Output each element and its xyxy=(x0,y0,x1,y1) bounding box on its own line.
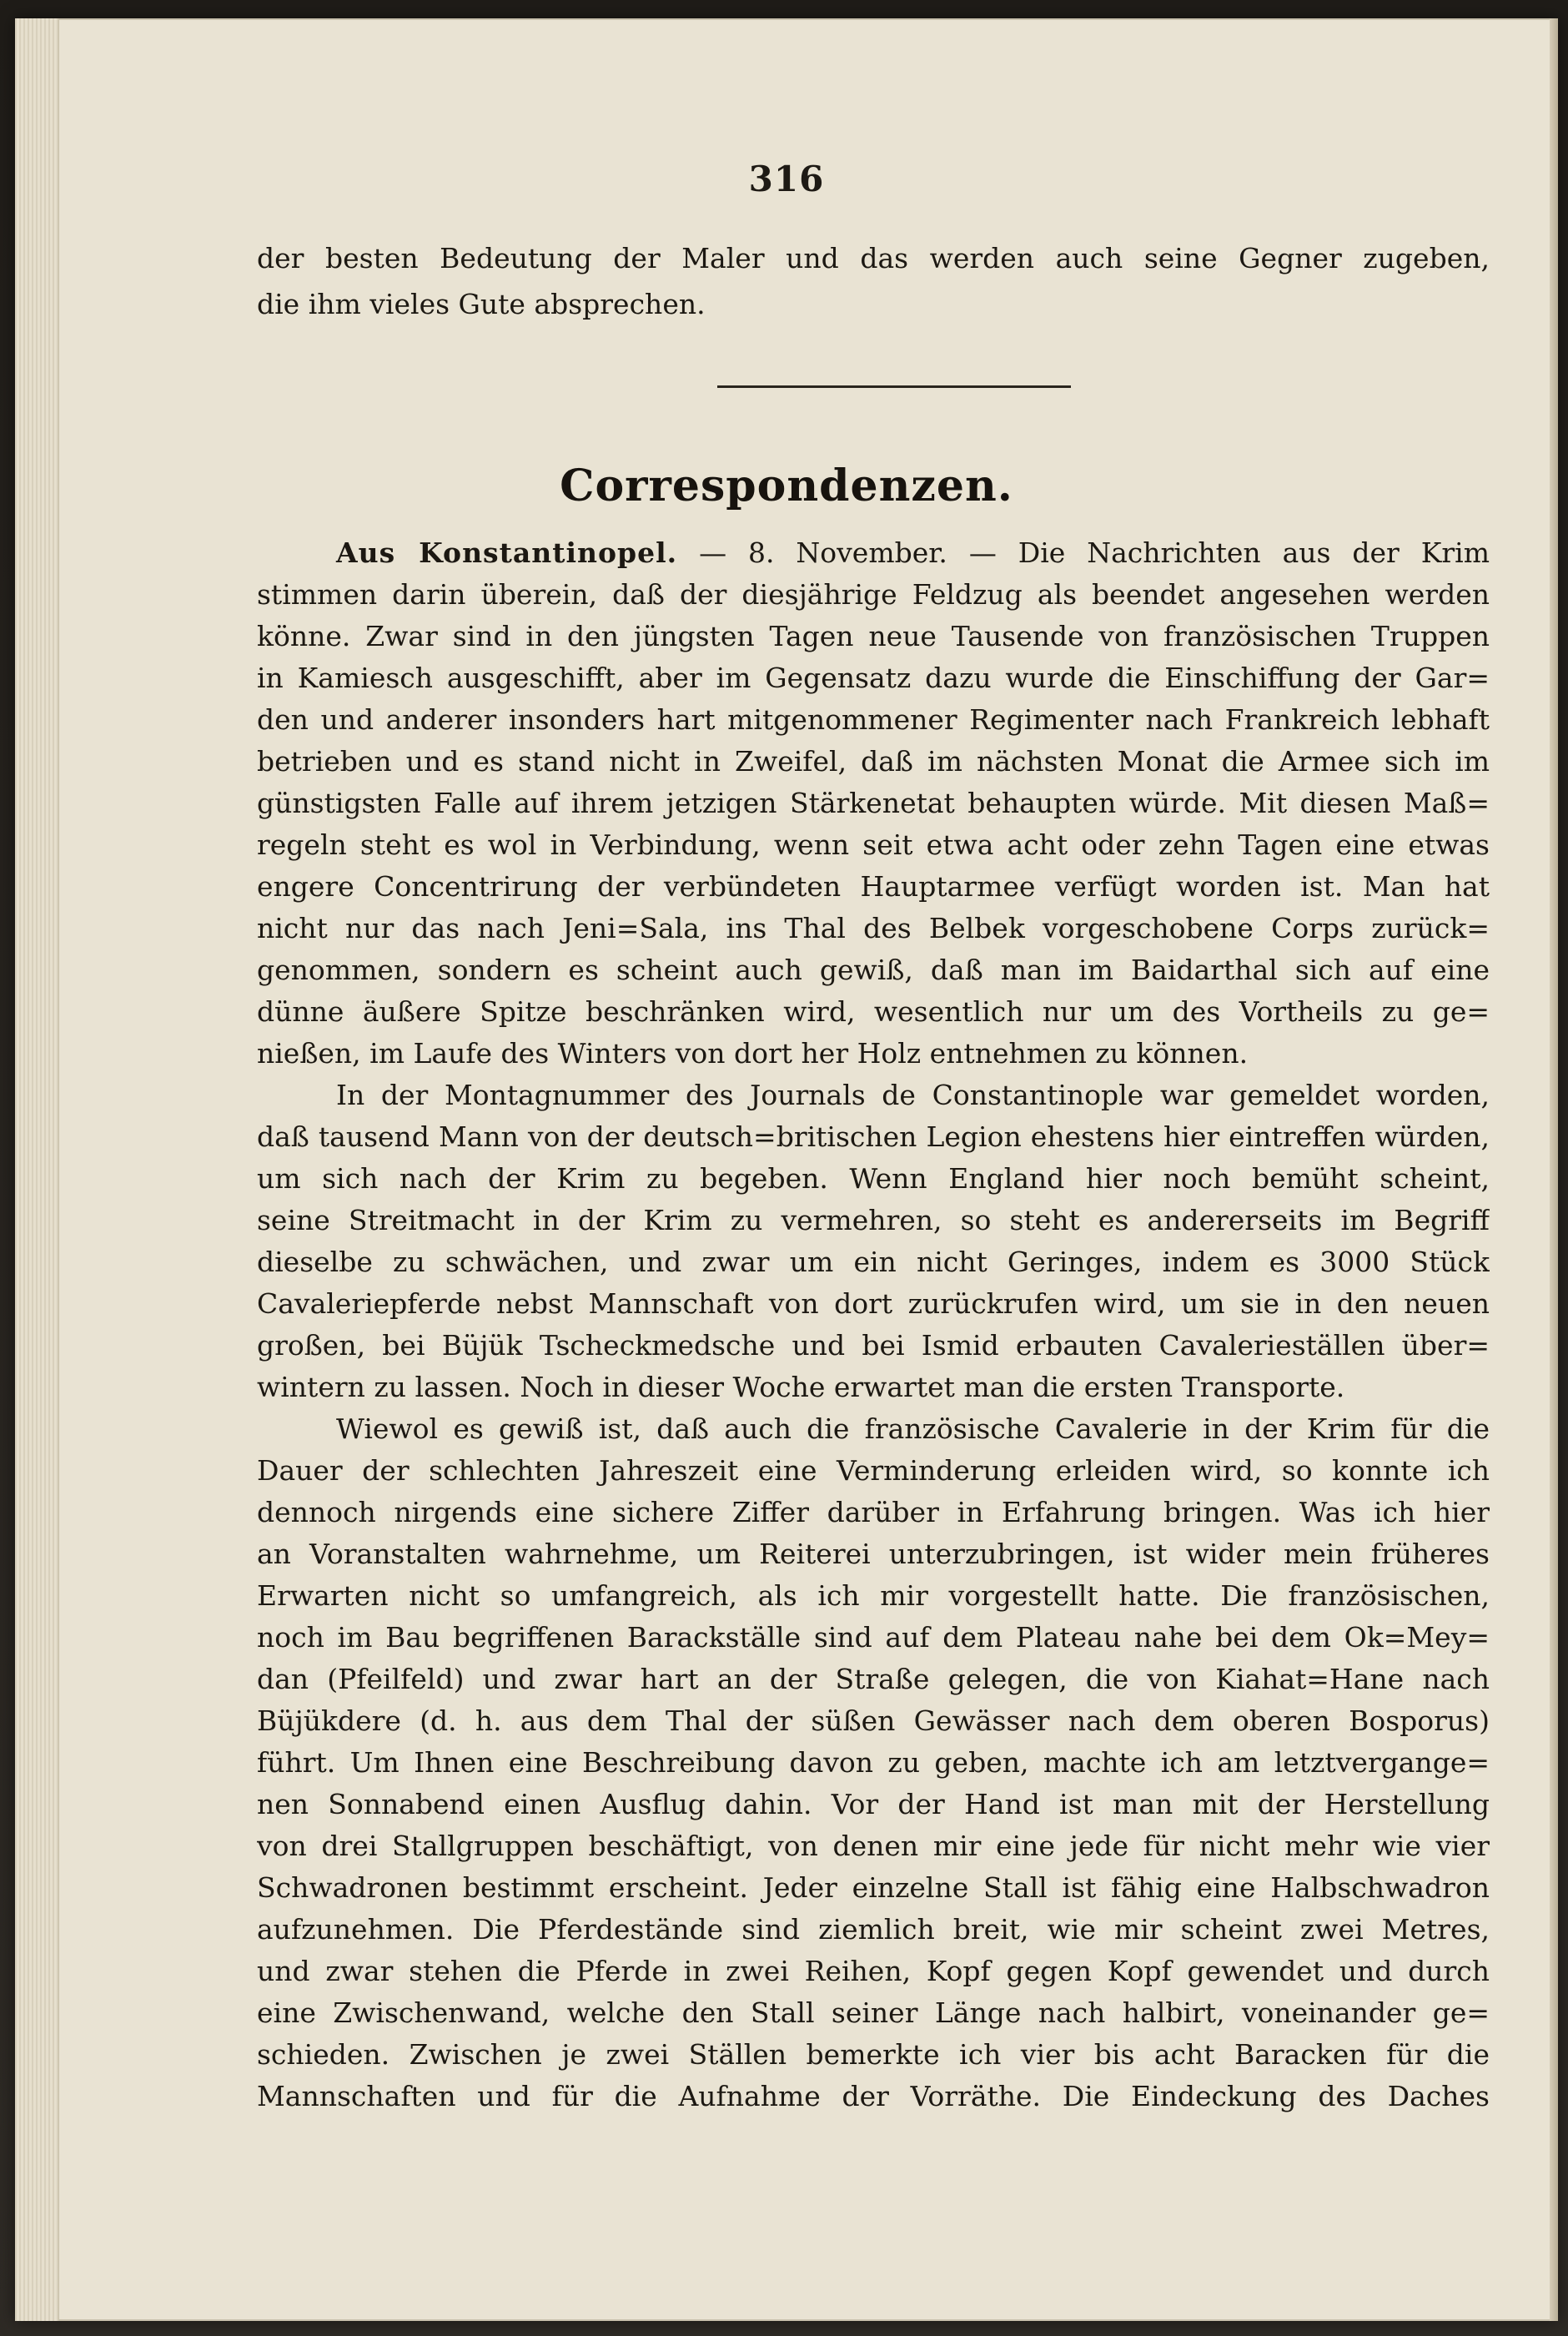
page-number: 316 xyxy=(748,159,825,199)
text-line: großen, bei Büjük Tscheckmedsche und bei Ismid erbauten Cavalerieställen über= xyxy=(257,1329,1490,1362)
text-line: dennoch nirgends eine sichere Ziffer darüber in Erfahrung bringen. Was ich hier xyxy=(257,1496,1490,1528)
text-line: dünne äußere Spitze beschränken wird, wesentlich nur um des Vortheils zu ge= xyxy=(257,995,1490,1028)
book-page xyxy=(15,18,1558,2321)
text-line: Erwarten nicht so umfangreich, als ich mir vorgestellt hatte. Die französischen, xyxy=(257,1579,1490,1612)
text-line: an Voranstalten wahrnehme, um Reiterei unterzubringen, ist wider mein früheres xyxy=(257,1538,1490,1570)
text-line: führt. Um Ihnen eine Beschreibung davon zu geben, machte ich am letztvergange= xyxy=(257,1746,1490,1779)
page-gutter-shadow xyxy=(1550,18,1558,2321)
text-line: stimmen darin überein, daß der diesjährige Feldzug als beendet angesehen werden xyxy=(257,578,1490,611)
text-line: könne. Zwar sind in den jüngsten Tagen neue Tausende von französischen Truppen xyxy=(257,620,1490,652)
text-line: um sich nach der Krim zu begeben. Wenn England hier noch bemüht scheint, xyxy=(257,1162,1490,1195)
text-line: nicht nur das nach Jeni=Sala, ins Thal des Belbek vorgeschobene Corps zurück= xyxy=(257,912,1490,944)
text-line: daß tausend Mann von der deutsch=britischen Legion ehestens hier eintreffen würden, xyxy=(257,1120,1490,1153)
text-line: betrieben und es stand nicht in Zweifel, daß im nächsten Monat die Armee sich im xyxy=(257,745,1490,778)
text-line: und zwar stehen die Pferde in zwei Reihen, Kopf gegen Kopf gewendet und durch xyxy=(257,1955,1490,1987)
text-line: Schwadronen bestimmt erscheint. Jeder einzelne Stall ist fähig eine Halbschwadron xyxy=(257,1871,1490,1904)
text-line: schieden. Zwischen je zwei Ställen bemerkte ich vier bis acht Baracken für die xyxy=(257,2038,1490,2071)
text-line: in Kamiesch ausgeschifft, aber im Gegensatz dazu wurde die Einschiffung der Gar= xyxy=(257,662,1490,694)
text-line: Mannschaften und für die Aufnahme der Vorräthe. Die Eindeckung des Daches xyxy=(257,2080,1490,2112)
text-line: aufzunehmen. Die Pferdestände sind ziemlich breit, wie mir scheint zwei Metres, xyxy=(257,1913,1490,1946)
text-line: Cavaleriepferde nebst Mannschaft von dort zurückrufen wird, um sie in den neuen xyxy=(257,1287,1490,1320)
text-line: regeln steht es wol in Verbindung, wenn seit etwa acht oder zehn Tagen eine etwas xyxy=(257,828,1490,861)
section-title: Correspondenzen. xyxy=(560,461,1013,511)
section-divider xyxy=(717,385,1071,388)
text-line: In der Montagnummer des Journals de Constantinople war gemeldet worden, xyxy=(336,1079,1490,1111)
text-line: engere Concentrirung der verbündeten Hauptarmee verfügt worden ist. Man hat xyxy=(257,870,1490,903)
text-line: noch im Bau begriffenen Barackställe sind auf dem Plateau nahe bei dem Ok=Mey= xyxy=(257,1621,1490,1654)
text-line: eine Zwischenwand, welche den Stall seiner Länge nach halbirt, voneinander ge= xyxy=(257,1996,1490,2029)
dateline-start: Die Nachrichten aus der Krim xyxy=(1018,536,1490,569)
dateline xyxy=(257,532,1490,574)
text-line: nen Sonnabend einen Ausflug dahin. Vor der Hand ist man mit der Herstellung xyxy=(257,1788,1490,1820)
text-line: Büjükdere (d. h. aus dem Thal der süßen Gewässer nach dem oberen Bosporus) xyxy=(257,1704,1490,1737)
text-line: der besten Bedeutung der Maler und das werden auch seine Gegner zugeben, xyxy=(257,242,1490,274)
text-line: wintern zu lassen. Noch in dieser Woche erwartet man die ersten Transporte. xyxy=(257,1371,1345,1403)
page-stack-edge xyxy=(15,18,59,2321)
dateline-date: — 8. November. — xyxy=(699,536,997,569)
text-line: nießen, im Laufe des Winters von dort her Holz entnehmen zu können. xyxy=(257,1037,1249,1070)
text-line: seine Streitmacht in der Krim zu vermehren, so steht es andererseits im Begriff xyxy=(257,1204,1490,1236)
text-line: Dauer der schlechten Jahreszeit eine Verminderung erleiden wird, so konnte ich xyxy=(257,1454,1490,1487)
text-line: dieselbe zu schwächen, und zwar um ein nicht Geringes, indem es 3000 Stück xyxy=(257,1246,1490,1278)
text-line: die ihm vieles Gute absprechen. xyxy=(257,288,706,320)
text-line: von drei Stallgruppen beschäftigt, von denen mir eine jede für nicht mehr wie vier xyxy=(257,1830,1490,1862)
text-line: günstigsten Falle auf ihrem jetzigen Stärkenetat behaupten würde. Mit diesen Maß= xyxy=(257,787,1490,819)
text-line: Wiewol es gewiß ist, daß auch die französische Cavalerie in der Krim für die xyxy=(336,1412,1490,1445)
dateline-place: Aus Konstantinopel. xyxy=(336,536,678,569)
text-line: genommen, sondern es scheint auch gewiß, daß man im Baidarthal sich auf eine xyxy=(257,954,1490,986)
text-line: dan (Pfeilfeld) und zwar hart an der Straße gelegen, die von Kiahat=Hane nach xyxy=(257,1663,1490,1695)
text-line: den und anderer insonders hart mitgenommener Regimenter nach Frankreich lebhaft xyxy=(257,703,1490,736)
